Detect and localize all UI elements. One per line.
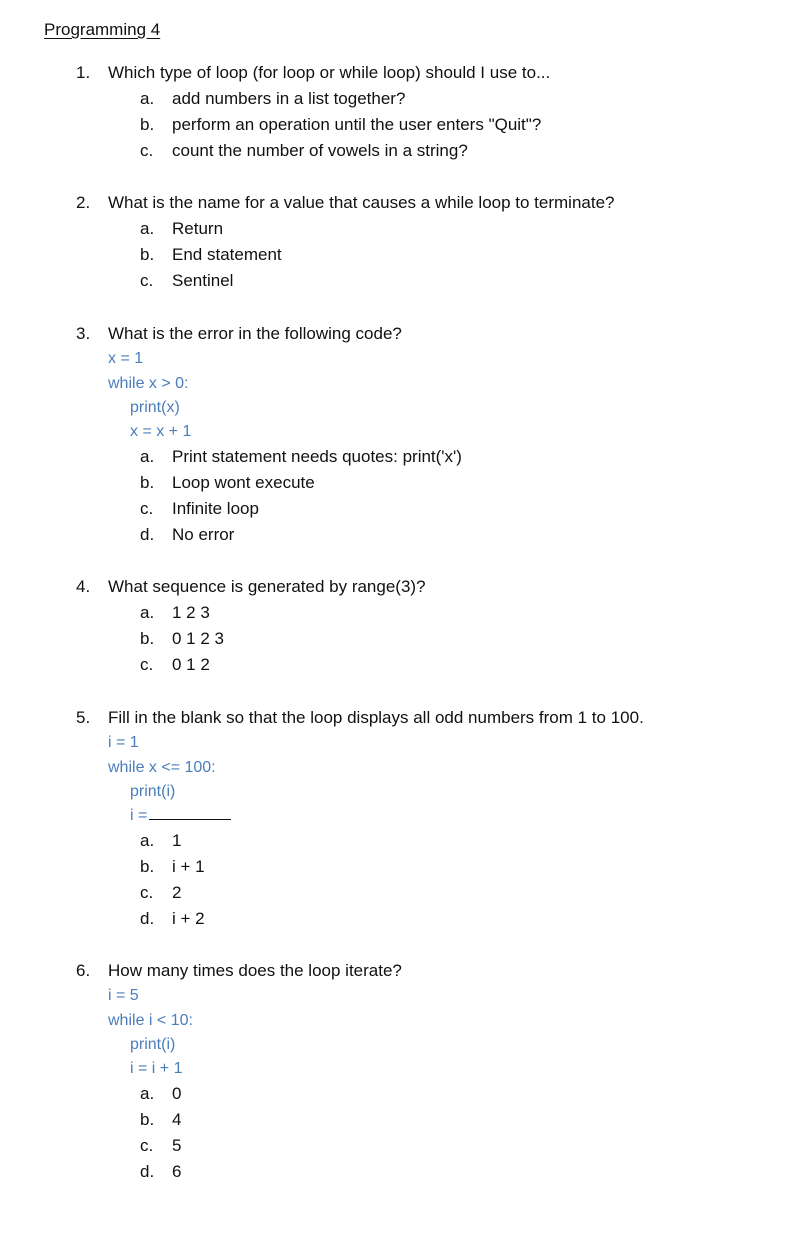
option-5b [140,856,205,878]
option-letter: c. [140,883,154,902]
option-6a [140,1083,181,1105]
option-letter: c. [140,499,154,518]
option-6c [140,1135,181,1157]
code-line-with-blank [130,805,231,827]
option-letter: a. [140,89,155,108]
question-number: 4. [76,577,91,596]
code-line: print(x) [130,399,180,416]
option-6b [140,1109,181,1131]
question-text: What sequence is generated by range(3)? [108,577,426,596]
option-letter: b. [140,115,155,134]
option-text: Print statement needs quotes: print('x') [172,447,462,466]
option-4a [140,602,210,624]
question-number: 1. [76,63,91,82]
option-text: Loop wont execute [172,473,315,492]
option-3c [140,498,259,520]
code-line: x = x + 1 [130,423,192,440]
code-line: print(i) [130,783,176,800]
option-text: Return [172,219,224,238]
question-text: How many times does the loop iterate? [108,961,402,980]
option-letter: c. [140,141,154,160]
question-6 [76,960,402,982]
option-text: 4 [172,1110,182,1129]
option-4b [140,628,224,650]
option-5a [140,830,181,852]
option-letter: a. [140,603,155,622]
option-2a [140,218,223,240]
option-text: Sentinel [172,271,234,290]
question-1 [76,62,550,84]
option-letter: c. [140,655,154,674]
question-4 [76,576,426,598]
option-text: count the number of vowels in a string? [172,141,468,160]
option-text: No error [172,525,235,544]
option-letter: b. [140,473,155,492]
option-text: 0 1 2 [172,655,210,674]
option-letter: c. [140,1136,154,1155]
option-text: 0 [172,1084,182,1103]
code-line: i = i + 1 [130,1060,183,1077]
option-letter: a. [140,447,155,466]
option-6d [140,1161,181,1183]
question-text: What is the name for a value that causes a while loop to terminate? [108,193,615,212]
code-line: i = 1 [108,734,139,751]
option-text: 6 [172,1162,182,1181]
option-letter: b. [140,857,155,876]
option-1c [140,140,468,162]
question-number: 5. [76,708,91,727]
question-number: 3. [76,324,91,343]
code-line: i = [130,807,148,824]
question-5 [76,707,644,729]
option-letter: b. [140,1110,155,1129]
question-2 [76,192,615,214]
code-line: while x <= 100: [108,759,216,776]
page-title: Programming 4 [44,20,161,39]
option-text: Infinite loop [172,499,259,518]
option-1b [140,114,541,136]
option-4c [140,654,210,676]
option-text: i + 1 [172,857,205,876]
option-letter: a. [140,219,155,238]
question-number: 6. [76,961,91,980]
question-number: 2. [76,193,91,212]
option-letter: d. [140,525,155,544]
option-5d [140,908,205,930]
option-text: 1 2 3 [172,603,210,622]
option-letter: b. [140,629,155,648]
option-text: 2 [172,883,182,902]
code-line: while x > 0: [108,375,189,392]
question-3 [76,323,402,345]
code-line: x = 1 [108,350,144,367]
option-letter: d. [140,1162,155,1181]
option-3d [140,524,234,546]
option-letter: b. [140,245,155,264]
option-1a [140,88,405,110]
option-2b [140,244,282,266]
question-text: What is the error in the following code? [108,324,402,343]
option-text: i + 2 [172,909,205,928]
code-line: print(i) [130,1036,176,1053]
option-text: 1 [172,831,182,850]
option-text: 0 1 2 3 [172,629,224,648]
code-line: while i < 10: [108,1012,193,1029]
option-letter: d. [140,909,155,928]
option-3b [140,472,315,494]
option-text: 5 [172,1136,182,1155]
option-text: add numbers in a list together? [172,89,406,108]
option-text: End statement [172,245,282,264]
option-5c [140,882,181,904]
option-text: perform an operation until the user enters "Quit"? [172,115,542,134]
option-3a [140,446,462,468]
option-letter: a. [140,1084,155,1103]
code-line: i = 5 [108,987,139,1004]
option-2c [140,270,233,292]
question-text: Which type of loop (for loop or while loop) should I use to... [108,63,551,82]
option-letter: a. [140,831,155,850]
fill-in-blank [149,805,231,820]
option-letter: c. [140,271,154,290]
question-text: Fill in the blank so that the loop displays all odd numbers from 1 to 100. [108,708,644,727]
